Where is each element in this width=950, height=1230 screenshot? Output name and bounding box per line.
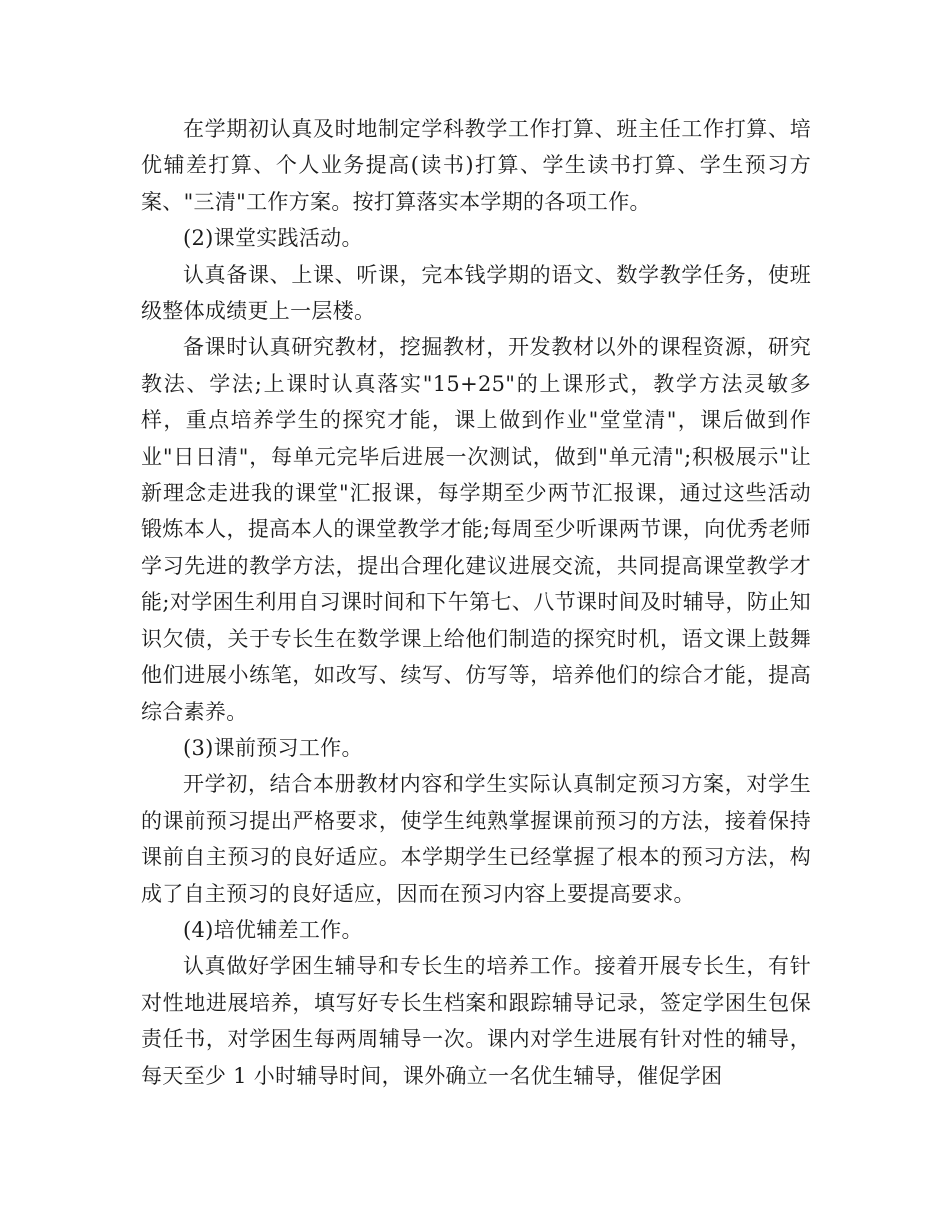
section-heading-preview-work: (3)课前预习工作。 xyxy=(183,735,363,760)
paragraph-lesson-preparation: 备课时认真研究教材，挖掘教材，开发教材以外的课程资源，研究教法、学法;上课时认真落实"15+25"的上课形式，教学方法灵敏多样，重点培养学生的探究才能，课上做到作业"堂堂清"，课后做到作业"日日清"，每单元完毕后进展一次测试，做到"单元清";积极展示"让新理念走进我的课堂"汇报课，每学期至少两节汇报课，通过这些活动锻炼本人，提高本人的课堂教学才能;每周至少听课两节课，向优秀老师学习先进的教学方法，提出合理化建议进展交流，共同提高课堂教学才能;对学困生利用自习课时间和下午第七、八节课时间及时辅导，防止知识欠债，关于专长生在数学课上给他们制造的探究时机，语文课上鼓舞他们进展小练笔，如改写、续写、仿写等，培养他们的综合才能，提高综合素养。 xyxy=(141,335,811,724)
paragraph-tutoring: 认真做好学困生辅导和专长生的培养工作。接着开展专长生，有针对性地进展培养，填写好专长生档案和跟踪辅导记录，签定学困生包保责任书，对学困生每两周辅导一次。课内对学生进展有针对性的辅导，每天至少 1 小时辅导时间，课外确立一名优生辅导，催促学困 xyxy=(141,954,811,1088)
document-body xyxy=(141,111,811,1094)
paragraph-plan-making: 在学期初认真及时地制定学科教学工作打算、班主任工作打算、培优辅差打算、个人业务提高(读书)打算、学生读书打算、学生预习方案、"三清"工作方案。按打算落实本学期的各项工作。 xyxy=(141,117,811,214)
paragraph-preview-plan: 开学初，结合本册教材内容和学生实际认真制定预习方案，对学生的课前预习提出严格要求，使学生纯熟掌握课前预习的方法，接着保持课前自主预习的良好适应。本学期学生已经掌握了根本的预习方法，构成了自主预习的良好适应，因而在预习内容上要提高要求。 xyxy=(141,772,811,906)
section-heading-tutoring-work: (4)培优辅差工作。 xyxy=(183,917,363,942)
section-heading-classroom-practice: (2)课堂实践活动。 xyxy=(183,226,363,251)
paragraph-teaching-tasks: 认真备课、上课、听课，完本钱学期的语文、数学教学任务，使班级整体成绩更上一层楼。 xyxy=(141,262,811,324)
